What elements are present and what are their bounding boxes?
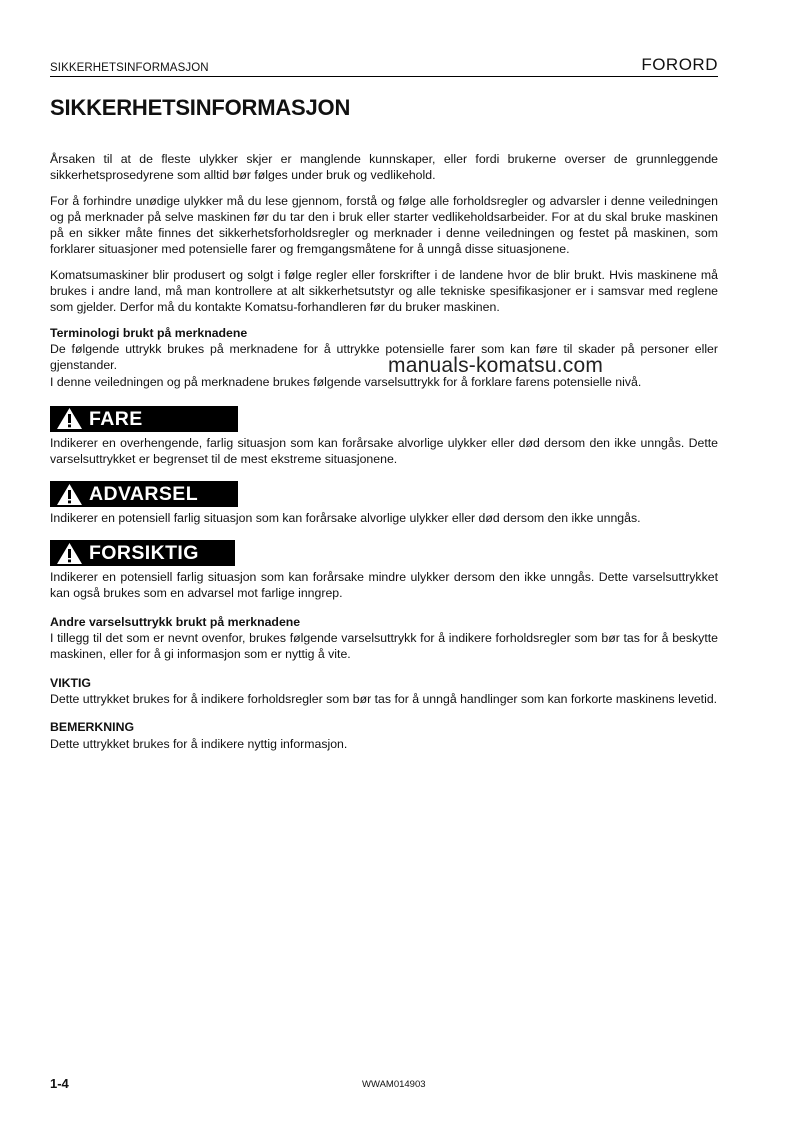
signal-description: Indikerer en potensiell farlig situasjon som kan forårsake mindre ulykker dersom den ikke unngås. Dette varselsuttrykket kan også brukes som en advarsel mot farlige inngrep. <box>50 570 718 601</box>
watermark-text: manuals-komatsu.com <box>388 354 604 377</box>
signal-word-advarsel <box>50 481 238 507</box>
warning-triangle-icon <box>56 407 83 430</box>
signal-description: Indikerer en potensiell farlig situasjon som kan forårsake alvorlige ulykker eller død dersom den ikke unngås. <box>50 511 641 526</box>
terminology-heading: Terminologi brukt på merknadene <box>50 325 248 340</box>
viktig-text: Dette uttrykket brukes for å indikere forholdsregler som bør tas for å unngå handlinger som kan forkorte maskinens levetid. <box>50 691 718 706</box>
signal-forsiktig-section <box>50 540 718 601</box>
intro-paragraph-3: Komatsumaskiner blir produsert og solgt i følge regler eller forskrifter i de landene hvor de blir brukt. Hvis maskinene må brukes i andre land, må man kontrollere at alt sikkerhetsutstyr og alle tekniske spesifikasjoner er i samsvar med reglene som gjelder. Derfor må du kontakte Komatsu-forhandleren før du bruker maskinen. <box>50 267 718 315</box>
document-body <box>50 151 718 752</box>
signal-description: Indikerer en overhengende, farlig situasjon som kan forårsake alvorlige ulykker eller død dersom den ikke unngås. Dette varselsuttrykket er begrenset til de mest ekstreme situasjonene. <box>50 435 718 466</box>
warning-triangle-icon <box>56 483 83 506</box>
other-signals-heading: Andre varselsuttrykk brukt på merknadene <box>50 614 301 629</box>
signal-fare-section <box>50 406 718 467</box>
warning-triangle-icon <box>56 542 83 565</box>
signal-label: FARE <box>89 407 143 430</box>
bemerkning-heading: BEMERKNING <box>50 720 135 735</box>
signal-word-fare <box>50 406 238 432</box>
other-signals-text: I tillegg til det som er nevnt ovenfor, brukes følgende varselsuttrykk for å indikere forholdsregler som bør tas for å beskytte maskinen, eller for å gi informasjon som er nyttig å vite. <box>50 631 718 662</box>
terminology-text-1: De følgende uttrykk brukes på merknadene for å uttrykke potensielle farer som kan føre til skader på personer eller gjenstander. <box>50 341 718 373</box>
viktig-heading: VIKTIG <box>50 675 91 690</box>
terminology-text-2: I denne veiledningen og på merknadene brukes følgende varselsuttrykk for å forklare farens potensielle nivå. <box>50 374 642 389</box>
signal-advarsel-section <box>50 481 718 526</box>
terminology-section <box>50 325 718 390</box>
page-header <box>50 54 718 77</box>
header-section-title: SIKKERHETSINFORMASJON <box>50 62 209 74</box>
intro-paragraph-2: For å forhindre unødige ulykker må du lese gjennom, forstå og følge alle forholdsregler og advarsler i denne veiledningen og på merknader på selve maskinen før du tar den i bruk eller starter vedlikeholdsarbeider. For at du skal bruke maskinen på en sikker måte finnes det sikkerhetsforholdsregler og merknader i denne veiledningen og festet på maskinen, som forklarer situasjoner med potensielle farer og fremgangsmåtene for å unngå disse situasjonene. <box>50 193 718 257</box>
intro-paragraph-1: Årsaken til at de fleste ulykker skjer er manglende kunnskaper, eller fordi brukerne overser de grunnleggende sikkerhetsprosedyrene som alltid bør følges under bruk og vedlikehold. <box>50 152 718 183</box>
page-title: SIKKERHETSINFORMASJON <box>50 95 351 120</box>
page-number: 1-4 <box>50 1076 69 1091</box>
bemerkning-section <box>50 719 718 752</box>
header-chapter-title: FORORD <box>641 55 718 74</box>
signal-label: FORSIKTIG <box>89 542 199 565</box>
signal-label: ADVARSEL <box>89 483 199 506</box>
other-signals-section <box>50 614 718 663</box>
bemerkning-text: Dette uttrykket brukes for å indikere nyttig informasjon. <box>50 736 348 751</box>
signal-word-forsiktig <box>50 540 235 566</box>
viktig-section <box>50 675 718 708</box>
document-code: WWAM014903 <box>362 1079 426 1090</box>
